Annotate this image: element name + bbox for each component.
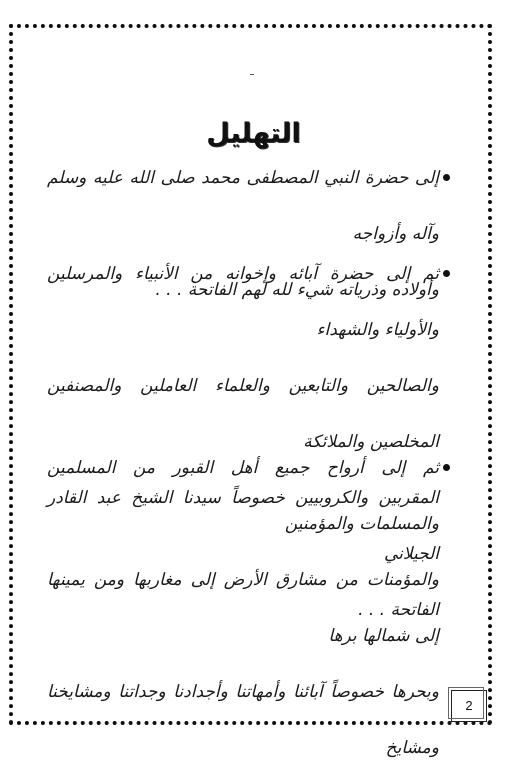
paragraph-3 — [47, 440, 439, 776]
paragraph-line: الفاتحة . . . — [358, 600, 439, 620]
paragraph-line: ثم إلى أرواح جميع أهل القبور من المسلمين والمسلمات والمؤمنين — [47, 458, 439, 534]
paragraph-line: وبحرها خصوصاً آبائنا وأمهاتنا وأجدادنا وجداتنا ومشايخنا ومشايخ — [47, 682, 439, 758]
paragraph-line: وأولاده وذرياته شيء لله لهم الفاتحة . . . — [155, 280, 439, 300]
paragraph-line: إلى حضرة النبي المصطفى محمد صلى الله عليه وسلم وآله وأزواجه — [47, 168, 439, 244]
bullet-2 — [443, 270, 450, 277]
bullet-1 — [443, 174, 450, 181]
paragraph-line: المقربين والكروبيين خصوصاً سيدنا الشيخ عبد القادر الجيلاني — [47, 488, 439, 564]
top-mark — [250, 74, 254, 75]
paragraph-line: والمؤمنات من مشارق الأرض إلى مغاربها ومن يمينها إلى شمالها برها — [47, 570, 439, 646]
paragraph-line: والصالحين والتابعين والعلماء العاملين والمصنفين المخلصين والملائكة — [47, 376, 439, 452]
page-number: 2 — [465, 698, 473, 713]
paragraph-line: ثم إلى حضرة آبائه وإخوانه من الأنبياء والمرسلين والأولياء والشهداء — [47, 264, 439, 340]
bullet-3 — [443, 464, 450, 471]
page-title: التهليل — [206, 118, 301, 149]
page-number-box — [451, 690, 487, 722]
